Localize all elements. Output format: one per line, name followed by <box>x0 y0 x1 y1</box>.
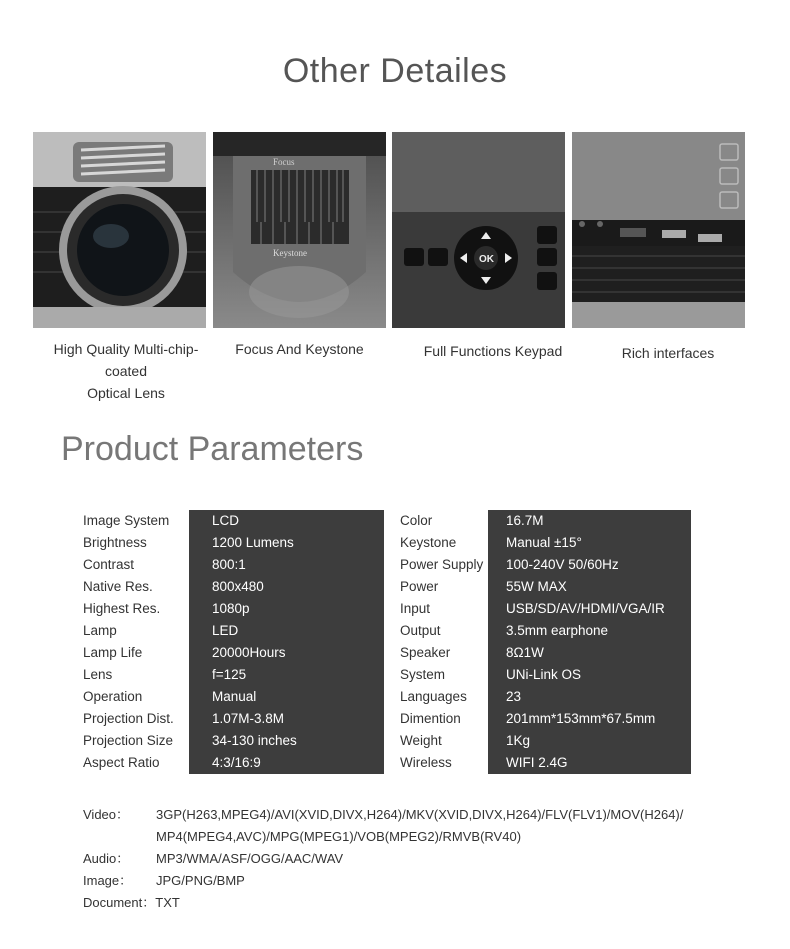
param-label: Input <box>400 601 431 616</box>
param-value: 34-130 inches <box>212 733 297 748</box>
param-value: f=125 <box>212 667 247 682</box>
param-label: Power <box>400 579 439 594</box>
param-value: UNi-Link OS <box>506 667 582 682</box>
other-details-title: Other Detailes <box>282 52 508 90</box>
param-value: WIFI 2.4G <box>506 755 568 770</box>
param-label: Lamp Life <box>83 645 143 660</box>
focus-keystone-photo <box>213 132 386 328</box>
caption-lens <box>33 338 219 404</box>
param-label: Languages <box>400 689 467 704</box>
param-value: 1080p <box>212 601 250 616</box>
param-label: Aspect Ratio <box>83 755 160 770</box>
param-value: LED <box>212 623 239 638</box>
param-label: Image System <box>83 513 170 528</box>
param-value: 3.5mm earphone <box>506 623 609 638</box>
supported-formats <box>83 804 773 914</box>
caption-keypad <box>400 340 586 362</box>
caption-focus <box>213 338 386 360</box>
param-value: 1200 Lumens <box>212 535 294 550</box>
keystone-label: Keystone <box>273 248 307 258</box>
param-label: System <box>400 667 446 682</box>
param-label: Operation <box>83 689 143 704</box>
caption-interfaces-line1: Rich interfaces <box>621 345 715 361</box>
audio-value: MP3/WMA/ASF/OGG/AAC/WAV <box>156 851 344 866</box>
document-label: Document： <box>83 895 156 910</box>
param-label: Projection Dist. <box>83 711 174 726</box>
ok-button-label: OK <box>479 254 494 265</box>
param-labels-right <box>400 510 488 774</box>
param-label: Weight <box>400 733 442 748</box>
video-label: Video： <box>83 807 130 822</box>
image-formats <box>83 870 773 892</box>
param-value: 1Kg <box>506 733 531 748</box>
param-values-right <box>488 510 691 774</box>
product-parameters-title: Product Parameters <box>61 430 364 468</box>
param-value: Manual <box>212 689 257 704</box>
param-label: Projection Size <box>83 733 174 748</box>
video-value-line1: 3GP(H263,MPEG4)/AVI(XVID,DIVX,H264)/MKV(XVID,DIVX,H264)/FLV(FLV1)/MOV(H264)/ <box>156 807 684 822</box>
param-value: 1.07M-3.8M <box>212 711 285 726</box>
param-label: Color <box>400 513 433 528</box>
param-label: Brightness <box>83 535 147 550</box>
param-label: Keystone <box>400 535 457 550</box>
param-label: Native Res. <box>83 579 153 594</box>
param-value: 800x480 <box>212 579 264 594</box>
param-label: Lens <box>83 667 113 682</box>
param-label: Lamp <box>83 623 117 638</box>
caption-focus-line1: Focus And Keystone <box>235 341 364 357</box>
param-value: 23 <box>506 689 522 704</box>
video-value-line2: MP4(MPEG4,AVC)/MPG(MPEG1)/VOB(MPEG2)/RMVB(RV40) <box>156 829 522 844</box>
param-value: 55W MAX <box>506 579 567 594</box>
document-formats <box>83 892 773 914</box>
keypad-illustration <box>392 132 565 328</box>
audio-label: Audio： <box>83 851 130 866</box>
param-value: USB/SD/AV/HDMI/VGA/IR <box>506 601 665 616</box>
param-label: Highest Res. <box>83 601 161 616</box>
focus-label: Focus <box>273 157 295 167</box>
param-label: Speaker <box>400 645 451 660</box>
caption-keypad-line1: Full Functions Keypad <box>423 343 563 359</box>
param-value: Manual ±15° <box>506 535 582 550</box>
video-formats <box>83 804 773 848</box>
document-value: TXT <box>155 895 180 910</box>
interfaces-photo <box>572 132 745 328</box>
caption-lens-line2: Optical Lens <box>87 385 165 401</box>
param-value: 16.7M <box>506 513 544 528</box>
param-value: 20000Hours <box>212 645 286 660</box>
param-label: Output <box>400 623 441 638</box>
image-label: Image： <box>83 873 133 888</box>
param-label: Contrast <box>83 557 135 572</box>
param-label: Wireless <box>400 755 452 770</box>
lens-photo <box>33 132 206 328</box>
param-values-left <box>189 510 384 774</box>
keypad-photo <box>392 132 565 328</box>
param-value: LCD <box>212 513 240 528</box>
param-label: Dimention <box>400 711 461 726</box>
param-value: 8Ω1W <box>506 645 544 660</box>
lens-illustration <box>33 132 206 328</box>
param-label: Power Supply <box>400 557 484 572</box>
caption-interfaces <box>580 342 756 364</box>
caption-lens-line1: High Quality Multi-chip-coated <box>53 341 199 379</box>
param-value: 100-240V 50/60Hz <box>506 557 619 572</box>
interfaces-illustration <box>572 132 745 328</box>
param-labels-left <box>83 510 188 774</box>
param-value: 201mm*153mm*67.5mm <box>506 711 656 726</box>
audio-formats <box>83 848 773 870</box>
product-photos <box>33 132 745 328</box>
param-value: 800:1 <box>212 557 246 572</box>
focus-keystone-illustration <box>213 132 386 328</box>
image-value: JPG/PNG/BMP <box>156 873 245 888</box>
param-value: 4:3/16:9 <box>212 755 261 770</box>
